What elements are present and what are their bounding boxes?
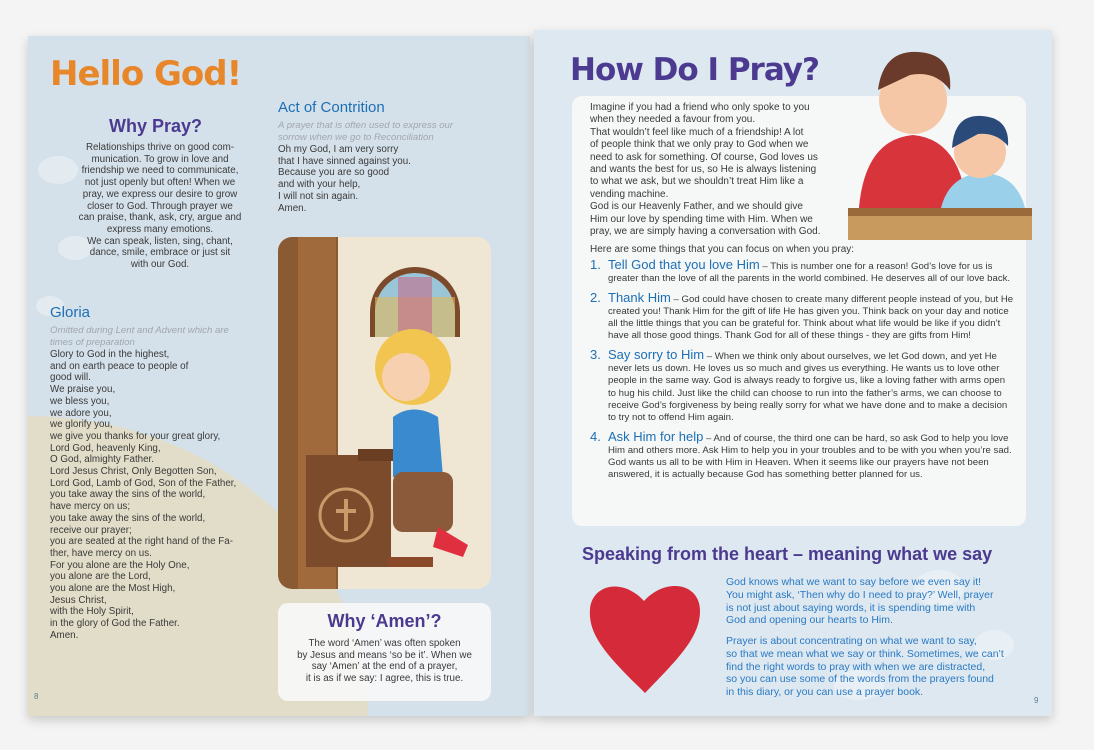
contrition-note: A prayer that is often used to express our sorrow when we go to Reconciliation [278,120,454,143]
why-amen-heading: Why ‘Amen’? [327,611,442,631]
list-item: 4. Ask Him for help – And of course, the third one can be hard, so ask God to help you love Him and others more. Ask Him to help you in your troubles and to be with you when you’re sad. God wants us all to be with Him in Heaven. When it seems like our prayers have not been answered, it is actually because God has something better planned for us. [590,428,1012,481]
contrition-text: Oh my God, I am very sorry that I have sinned against you. Because you are so good and with your help, I will not sin again. Amen. [278,144,411,214]
gloria-text: Glory to God in the highest, and on earth peace to people of good will. We praise you, we bless you, we adore you, we glorify you, we give you thanks for your great glory, Lord God, heavenly King, O God, almighty Father. Lord Jesus Christ, Only Begotten Son, Lord God, Lamb of God, Son of the Father, you take away the sins of the world, have mercy on us; you take away the sins of the world, receive our prayer; you are seated at the right hand of the Fa- ther, have mercy on us. For you alone are the Holy One, you alone are the Lord, you alone are the Most High, Jesus Christ, with the Holy Spirit, in the glory of God the Father. Amen. [50,349,237,641]
list-item: 3. Say sorry to Him – When we think only about ourselves, we let God down, and yet He never lets us down. He loves us so much and gives us everything. He wants us to love other people in the same way. God is always ready to forgive us, like a loving father with arms open to hug his child. Just like the child can choose to run into the father’s arms, we can choose to receive God’s forgiveness by being really sorry for what we have done and to make a decision to try not to offend Him again. [590,346,1008,424]
lead-text: Here are some things that you can focus on when you pray: [590,244,855,255]
gloria-note: Omitted during Lent and Advent which are times of preparation [50,325,229,348]
intro-text: Imagine if you had a friend who only spoke to you when they needed a favour from you. That wouldn’t feel like much of a friendship! A lot of people think that we only pray to God when we need to ask for something. Of course, God loves us and wants the best for us, so He is always listening to what we ask, but we shouldn’t treat Him like a vending machine. God is our Heavenly Father, and we should give Him our love by spending time with Him. When we pray, we are simply having a conversation with God. [590,102,821,238]
heart-para-2: Prayer is about concentrating on what we want to say, so that we mean what we say or think. Sometimes, we can’t find the right words to pray with when we are distracted, so you can use some of the words from the prayers found in this diary, or you can use a prayer book. [726,635,1004,699]
page-number: 8 [34,692,39,701]
list-item: 2. Thank Him – God could have chosen to create many different people instead of you, but He created you! Thank Him for the gift of life He has given you. Think back on your day and notice all the little things that you can be grateful for. Think about what life would be like if you didn’t have all those good things. Thank God for all of these things - they are gifts from Him! [590,289,1014,342]
left-page [28,36,530,716]
heart-section-heading: Speaking from the heart – meaning what we say [582,544,993,564]
praying-boys-illustration [848,30,1032,240]
page-number: 9 [1034,696,1039,705]
item-title: Tell God that you love Him [608,257,760,272]
heart-para-1: God knows what we want to say before we even say it! You might ask, ‘Then why do I need to pray?’ Well, prayer is not just about saying words, it is spending time with God and opening our hearts to Him. [726,576,994,627]
item-title: Thank Him [608,289,671,305]
page-title: How Do I Pray? [570,52,819,88]
item-title: Say sorry to Him [608,346,705,362]
contrition-heading: Act of Contrition [278,99,385,116]
heart-icon [586,575,704,697]
gloria-heading: Gloria [50,304,91,321]
why-amen-text: The word ‘Amen’ was often spoken by Jesus and means ‘so be it’. When we say ‘Amen’ at the end of a prayer, it is as if we say: I agree, this is true. [297,638,472,685]
why-pray-heading: Why Pray? [108,116,203,136]
page-title: Hello God! [50,54,242,94]
focus-list [590,259,1014,488]
list-item: 1. Tell God that you love Him – This is number one for a reason! God’s love for us is greater than the love of all the parents in the world combined. He deserves all of our love back. [590,257,1011,285]
kneeling-child-illustration [278,237,491,589]
why-pray-text: Relationships thrive on good com- munication. To grow in love and friendship we need to communicate, not just openly but often! When we pray, we express our desire to grow closer to God. Through prayer we can praise, thank, ask, cry, argue and express many emotions. We can speak, listen, sing, chant, dance, smile, embrace or just sit with our God. [78,142,242,271]
why-amen-card [278,603,491,701]
item-title: Ask Him for help [608,428,704,444]
right-page [534,30,1052,716]
